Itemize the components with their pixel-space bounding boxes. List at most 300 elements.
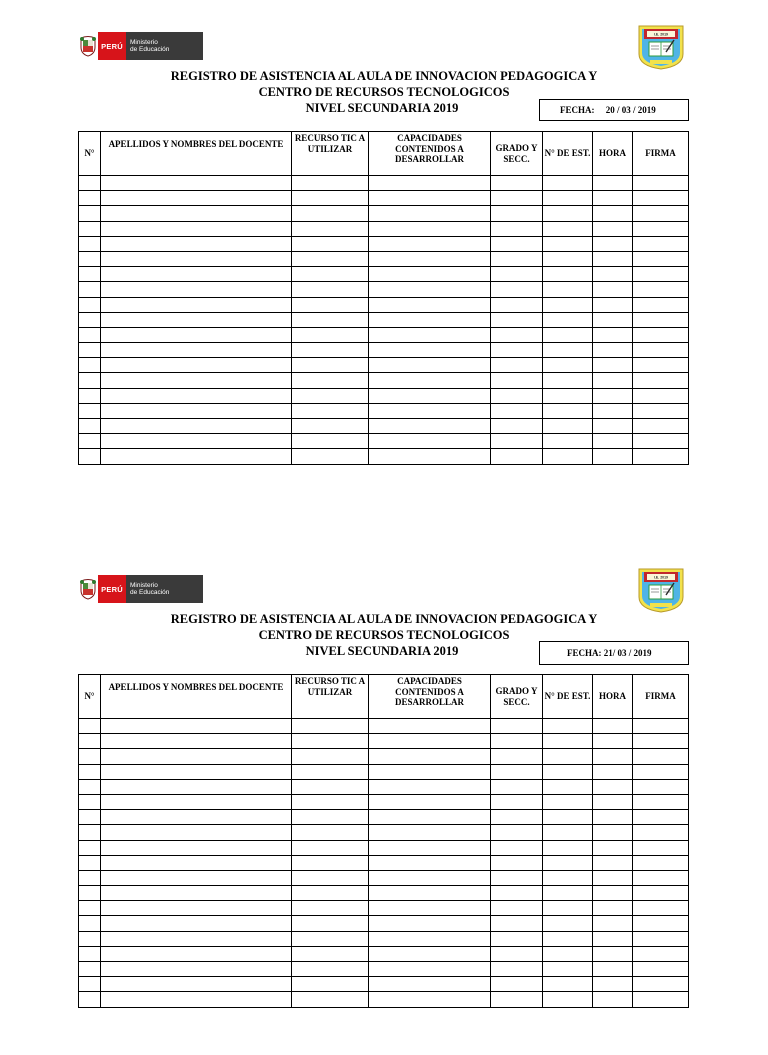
cell-name[interactable]	[101, 434, 292, 449]
cell-name[interactable]	[101, 931, 292, 946]
cell-resource[interactable]	[292, 794, 369, 809]
cell-name[interactable]	[101, 297, 292, 312]
cell-students[interactable]	[543, 221, 593, 236]
cell-name[interactable]	[101, 221, 292, 236]
cell-time[interactable]	[593, 764, 633, 779]
cell-time[interactable]	[593, 343, 633, 358]
cell-capacities[interactable]	[369, 358, 491, 373]
cell-resource[interactable]	[292, 719, 369, 734]
cell-number[interactable]	[79, 992, 101, 1007]
cell-grade[interactable]	[491, 840, 543, 855]
cell-time[interactable]	[593, 403, 633, 418]
cell-signature[interactable]	[633, 977, 689, 992]
cell-students[interactable]	[543, 327, 593, 342]
cell-capacities[interactable]	[369, 901, 491, 916]
cell-grade[interactable]	[491, 962, 543, 977]
cell-signature[interactable]	[633, 449, 689, 464]
cell-students[interactable]	[543, 794, 593, 809]
cell-grade[interactable]	[491, 221, 543, 236]
cell-resource[interactable]	[292, 977, 369, 992]
cell-resource[interactable]	[292, 855, 369, 870]
cell-signature[interactable]	[633, 946, 689, 961]
cell-grade[interactable]	[491, 327, 543, 342]
cell-time[interactable]	[593, 282, 633, 297]
cell-time[interactable]	[593, 449, 633, 464]
cell-name[interactable]	[101, 734, 292, 749]
cell-grade[interactable]	[491, 343, 543, 358]
cell-capacities[interactable]	[369, 449, 491, 464]
cell-students[interactable]	[543, 825, 593, 840]
cell-grade[interactable]	[491, 779, 543, 794]
cell-name[interactable]	[101, 840, 292, 855]
cell-capacities[interactable]	[369, 282, 491, 297]
cell-time[interactable]	[593, 794, 633, 809]
cell-number[interactable]	[79, 810, 101, 825]
cell-resource[interactable]	[292, 916, 369, 931]
cell-number[interactable]	[79, 794, 101, 809]
cell-resource[interactable]	[292, 992, 369, 1007]
cell-capacities[interactable]	[369, 734, 491, 749]
cell-resource[interactable]	[292, 358, 369, 373]
cell-grade[interactable]	[491, 916, 543, 931]
cell-signature[interactable]	[633, 719, 689, 734]
cell-capacities[interactable]	[369, 825, 491, 840]
cell-resource[interactable]	[292, 191, 369, 206]
cell-students[interactable]	[543, 931, 593, 946]
cell-number[interactable]	[79, 840, 101, 855]
cell-students[interactable]	[543, 419, 593, 434]
cell-students[interactable]	[543, 449, 593, 464]
cell-capacities[interactable]	[369, 388, 491, 403]
cell-signature[interactable]	[633, 825, 689, 840]
cell-time[interactable]	[593, 901, 633, 916]
cell-name[interactable]	[101, 251, 292, 266]
cell-number[interactable]	[79, 719, 101, 734]
cell-name[interactable]	[101, 449, 292, 464]
cell-signature[interactable]	[633, 236, 689, 251]
cell-signature[interactable]	[633, 794, 689, 809]
cell-grade[interactable]	[491, 870, 543, 885]
cell-resource[interactable]	[292, 403, 369, 418]
cell-time[interactable]	[593, 251, 633, 266]
cell-capacities[interactable]	[369, 779, 491, 794]
cell-students[interactable]	[543, 206, 593, 221]
cell-grade[interactable]	[491, 434, 543, 449]
cell-time[interactable]	[593, 221, 633, 236]
cell-time[interactable]	[593, 870, 633, 885]
cell-grade[interactable]	[491, 794, 543, 809]
cell-name[interactable]	[101, 267, 292, 282]
cell-name[interactable]	[101, 916, 292, 931]
cell-number[interactable]	[79, 886, 101, 901]
cell-grade[interactable]	[491, 977, 543, 992]
cell-signature[interactable]	[633, 343, 689, 358]
cell-time[interactable]	[593, 373, 633, 388]
cell-time[interactable]	[593, 992, 633, 1007]
cell-number[interactable]	[79, 931, 101, 946]
cell-time[interactable]	[593, 236, 633, 251]
cell-capacities[interactable]	[369, 931, 491, 946]
cell-students[interactable]	[543, 886, 593, 901]
cell-capacities[interactable]	[369, 962, 491, 977]
cell-capacities[interactable]	[369, 855, 491, 870]
cell-grade[interactable]	[491, 282, 543, 297]
cell-time[interactable]	[593, 840, 633, 855]
cell-time[interactable]	[593, 297, 633, 312]
cell-time[interactable]	[593, 977, 633, 992]
cell-students[interactable]	[543, 373, 593, 388]
cell-resource[interactable]	[292, 312, 369, 327]
cell-number[interactable]	[79, 327, 101, 342]
cell-name[interactable]	[101, 176, 292, 191]
cell-signature[interactable]	[633, 221, 689, 236]
cell-name[interactable]	[101, 236, 292, 251]
cell-students[interactable]	[543, 779, 593, 794]
cell-students[interactable]	[543, 870, 593, 885]
cell-students[interactable]	[543, 191, 593, 206]
cell-number[interactable]	[79, 267, 101, 282]
cell-grade[interactable]	[491, 236, 543, 251]
cell-time[interactable]	[593, 206, 633, 221]
cell-grade[interactable]	[491, 749, 543, 764]
cell-grade[interactable]	[491, 449, 543, 464]
cell-signature[interactable]	[633, 734, 689, 749]
cell-students[interactable]	[543, 992, 593, 1007]
cell-name[interactable]	[101, 358, 292, 373]
cell-name[interactable]	[101, 810, 292, 825]
cell-resource[interactable]	[292, 297, 369, 312]
cell-number[interactable]	[79, 373, 101, 388]
cell-time[interactable]	[593, 916, 633, 931]
cell-capacities[interactable]	[369, 434, 491, 449]
cell-capacities[interactable]	[369, 312, 491, 327]
cell-capacities[interactable]	[369, 916, 491, 931]
cell-number[interactable]	[79, 901, 101, 916]
cell-signature[interactable]	[633, 962, 689, 977]
cell-resource[interactable]	[292, 764, 369, 779]
cell-name[interactable]	[101, 327, 292, 342]
cell-capacities[interactable]	[369, 236, 491, 251]
cell-resource[interactable]	[292, 886, 369, 901]
cell-grade[interactable]	[491, 251, 543, 266]
cell-students[interactable]	[543, 946, 593, 961]
cell-name[interactable]	[101, 343, 292, 358]
cell-capacities[interactable]	[369, 992, 491, 1007]
cell-grade[interactable]	[491, 388, 543, 403]
cell-grade[interactable]	[491, 312, 543, 327]
cell-resource[interactable]	[292, 343, 369, 358]
cell-time[interactable]	[593, 267, 633, 282]
cell-resource[interactable]	[292, 825, 369, 840]
cell-number[interactable]	[79, 388, 101, 403]
cell-signature[interactable]	[633, 388, 689, 403]
cell-resource[interactable]	[292, 779, 369, 794]
cell-time[interactable]	[593, 434, 633, 449]
cell-time[interactable]	[593, 388, 633, 403]
cell-time[interactable]	[593, 176, 633, 191]
cell-grade[interactable]	[491, 297, 543, 312]
cell-students[interactable]	[543, 962, 593, 977]
cell-name[interactable]	[101, 962, 292, 977]
cell-number[interactable]	[79, 282, 101, 297]
cell-name[interactable]	[101, 779, 292, 794]
cell-number[interactable]	[79, 449, 101, 464]
cell-resource[interactable]	[292, 931, 369, 946]
cell-number[interactable]	[79, 962, 101, 977]
cell-signature[interactable]	[633, 282, 689, 297]
cell-students[interactable]	[543, 764, 593, 779]
cell-number[interactable]	[79, 236, 101, 251]
cell-resource[interactable]	[292, 946, 369, 961]
cell-grade[interactable]	[491, 901, 543, 916]
cell-capacities[interactable]	[369, 327, 491, 342]
cell-time[interactable]	[593, 749, 633, 764]
cell-students[interactable]	[543, 343, 593, 358]
cell-resource[interactable]	[292, 810, 369, 825]
cell-capacities[interactable]	[369, 886, 491, 901]
cell-time[interactable]	[593, 931, 633, 946]
cell-time[interactable]	[593, 825, 633, 840]
cell-name[interactable]	[101, 749, 292, 764]
cell-signature[interactable]	[633, 191, 689, 206]
cell-capacities[interactable]	[369, 764, 491, 779]
cell-students[interactable]	[543, 749, 593, 764]
cell-time[interactable]	[593, 962, 633, 977]
cell-capacities[interactable]	[369, 221, 491, 236]
cell-number[interactable]	[79, 419, 101, 434]
cell-grade[interactable]	[491, 206, 543, 221]
date-box[interactable]	[539, 641, 689, 665]
cell-name[interactable]	[101, 719, 292, 734]
cell-name[interactable]	[101, 206, 292, 221]
cell-grade[interactable]	[491, 946, 543, 961]
cell-capacities[interactable]	[369, 810, 491, 825]
cell-grade[interactable]	[491, 419, 543, 434]
cell-capacities[interactable]	[369, 840, 491, 855]
cell-resource[interactable]	[292, 176, 369, 191]
cell-grade[interactable]	[491, 734, 543, 749]
cell-students[interactable]	[543, 840, 593, 855]
cell-signature[interactable]	[633, 870, 689, 885]
cell-students[interactable]	[543, 734, 593, 749]
cell-number[interactable]	[79, 434, 101, 449]
cell-name[interactable]	[101, 282, 292, 297]
cell-resource[interactable]	[292, 282, 369, 297]
cell-grade[interactable]	[491, 403, 543, 418]
cell-name[interactable]	[101, 946, 292, 961]
cell-signature[interactable]	[633, 901, 689, 916]
cell-name[interactable]	[101, 825, 292, 840]
cell-students[interactable]	[543, 977, 593, 992]
cell-time[interactable]	[593, 946, 633, 961]
cell-name[interactable]	[101, 419, 292, 434]
cell-number[interactable]	[79, 312, 101, 327]
cell-capacities[interactable]	[369, 343, 491, 358]
cell-number[interactable]	[79, 855, 101, 870]
cell-number[interactable]	[79, 946, 101, 961]
cell-capacities[interactable]	[369, 206, 491, 221]
cell-students[interactable]	[543, 916, 593, 931]
cell-signature[interactable]	[633, 403, 689, 418]
cell-capacities[interactable]	[369, 977, 491, 992]
cell-number[interactable]	[79, 251, 101, 266]
cell-number[interactable]	[79, 977, 101, 992]
cell-number[interactable]	[79, 221, 101, 236]
cell-students[interactable]	[543, 236, 593, 251]
cell-name[interactable]	[101, 901, 292, 916]
cell-name[interactable]	[101, 886, 292, 901]
cell-resource[interactable]	[292, 373, 369, 388]
cell-name[interactable]	[101, 373, 292, 388]
cell-number[interactable]	[79, 825, 101, 840]
cell-capacities[interactable]	[369, 251, 491, 266]
cell-time[interactable]	[593, 719, 633, 734]
cell-grade[interactable]	[491, 267, 543, 282]
cell-resource[interactable]	[292, 749, 369, 764]
cell-signature[interactable]	[633, 855, 689, 870]
cell-resource[interactable]	[292, 962, 369, 977]
cell-capacities[interactable]	[369, 419, 491, 434]
cell-signature[interactable]	[633, 327, 689, 342]
cell-capacities[interactable]	[369, 794, 491, 809]
cell-number[interactable]	[79, 206, 101, 221]
cell-signature[interactable]	[633, 251, 689, 266]
cell-signature[interactable]	[633, 358, 689, 373]
cell-signature[interactable]	[633, 931, 689, 946]
cell-name[interactable]	[101, 403, 292, 418]
cell-time[interactable]	[593, 191, 633, 206]
cell-resource[interactable]	[292, 327, 369, 342]
cell-students[interactable]	[543, 267, 593, 282]
cell-resource[interactable]	[292, 388, 369, 403]
cell-students[interactable]	[543, 855, 593, 870]
cell-number[interactable]	[79, 870, 101, 885]
cell-number[interactable]	[79, 916, 101, 931]
cell-students[interactable]	[543, 358, 593, 373]
cell-grade[interactable]	[491, 358, 543, 373]
cell-students[interactable]	[543, 403, 593, 418]
cell-grade[interactable]	[491, 810, 543, 825]
cell-name[interactable]	[101, 312, 292, 327]
cell-capacities[interactable]	[369, 749, 491, 764]
cell-students[interactable]	[543, 312, 593, 327]
cell-number[interactable]	[79, 403, 101, 418]
cell-signature[interactable]	[633, 312, 689, 327]
cell-signature[interactable]	[633, 886, 689, 901]
cell-name[interactable]	[101, 191, 292, 206]
cell-resource[interactable]	[292, 236, 369, 251]
cell-students[interactable]	[543, 251, 593, 266]
cell-number[interactable]	[79, 176, 101, 191]
cell-time[interactable]	[593, 419, 633, 434]
cell-students[interactable]	[543, 810, 593, 825]
cell-time[interactable]	[593, 810, 633, 825]
cell-signature[interactable]	[633, 916, 689, 931]
cell-capacities[interactable]	[369, 946, 491, 961]
cell-resource[interactable]	[292, 901, 369, 916]
cell-number[interactable]	[79, 764, 101, 779]
cell-capacities[interactable]	[369, 191, 491, 206]
cell-resource[interactable]	[292, 434, 369, 449]
cell-students[interactable]	[543, 719, 593, 734]
cell-signature[interactable]	[633, 749, 689, 764]
cell-students[interactable]	[543, 434, 593, 449]
cell-resource[interactable]	[292, 221, 369, 236]
cell-signature[interactable]	[633, 267, 689, 282]
cell-capacities[interactable]	[369, 719, 491, 734]
cell-grade[interactable]	[491, 931, 543, 946]
cell-grade[interactable]	[491, 992, 543, 1007]
cell-time[interactable]	[593, 855, 633, 870]
cell-resource[interactable]	[292, 734, 369, 749]
cell-signature[interactable]	[633, 419, 689, 434]
cell-number[interactable]	[79, 297, 101, 312]
cell-resource[interactable]	[292, 870, 369, 885]
cell-name[interactable]	[101, 794, 292, 809]
cell-capacities[interactable]	[369, 176, 491, 191]
cell-resource[interactable]	[292, 449, 369, 464]
cell-grade[interactable]	[491, 176, 543, 191]
cell-number[interactable]	[79, 749, 101, 764]
cell-name[interactable]	[101, 855, 292, 870]
cell-time[interactable]	[593, 734, 633, 749]
cell-grade[interactable]	[491, 719, 543, 734]
cell-name[interactable]	[101, 388, 292, 403]
cell-signature[interactable]	[633, 810, 689, 825]
cell-students[interactable]	[543, 297, 593, 312]
cell-number[interactable]	[79, 343, 101, 358]
cell-capacities[interactable]	[369, 373, 491, 388]
cell-students[interactable]	[543, 901, 593, 916]
cell-signature[interactable]	[633, 297, 689, 312]
cell-name[interactable]	[101, 764, 292, 779]
cell-signature[interactable]	[633, 206, 689, 221]
cell-students[interactable]	[543, 388, 593, 403]
cell-grade[interactable]	[491, 825, 543, 840]
cell-name[interactable]	[101, 977, 292, 992]
date-box[interactable]	[539, 99, 689, 121]
cell-signature[interactable]	[633, 764, 689, 779]
cell-number[interactable]	[79, 734, 101, 749]
cell-resource[interactable]	[292, 251, 369, 266]
cell-signature[interactable]	[633, 992, 689, 1007]
cell-name[interactable]	[101, 992, 292, 1007]
cell-capacities[interactable]	[369, 403, 491, 418]
cell-capacities[interactable]	[369, 297, 491, 312]
cell-signature[interactable]	[633, 779, 689, 794]
cell-grade[interactable]	[491, 855, 543, 870]
cell-time[interactable]	[593, 779, 633, 794]
cell-capacities[interactable]	[369, 267, 491, 282]
cell-grade[interactable]	[491, 191, 543, 206]
cell-students[interactable]	[543, 176, 593, 191]
cell-signature[interactable]	[633, 176, 689, 191]
cell-time[interactable]	[593, 886, 633, 901]
cell-resource[interactable]	[292, 419, 369, 434]
cell-resource[interactable]	[292, 267, 369, 282]
cell-signature[interactable]	[633, 434, 689, 449]
cell-signature[interactable]	[633, 373, 689, 388]
cell-number[interactable]	[79, 191, 101, 206]
cell-signature[interactable]	[633, 840, 689, 855]
cell-students[interactable]	[543, 282, 593, 297]
cell-time[interactable]	[593, 312, 633, 327]
cell-resource[interactable]	[292, 840, 369, 855]
cell-number[interactable]	[79, 358, 101, 373]
cell-name[interactable]	[101, 870, 292, 885]
cell-number[interactable]	[79, 779, 101, 794]
cell-capacities[interactable]	[369, 870, 491, 885]
